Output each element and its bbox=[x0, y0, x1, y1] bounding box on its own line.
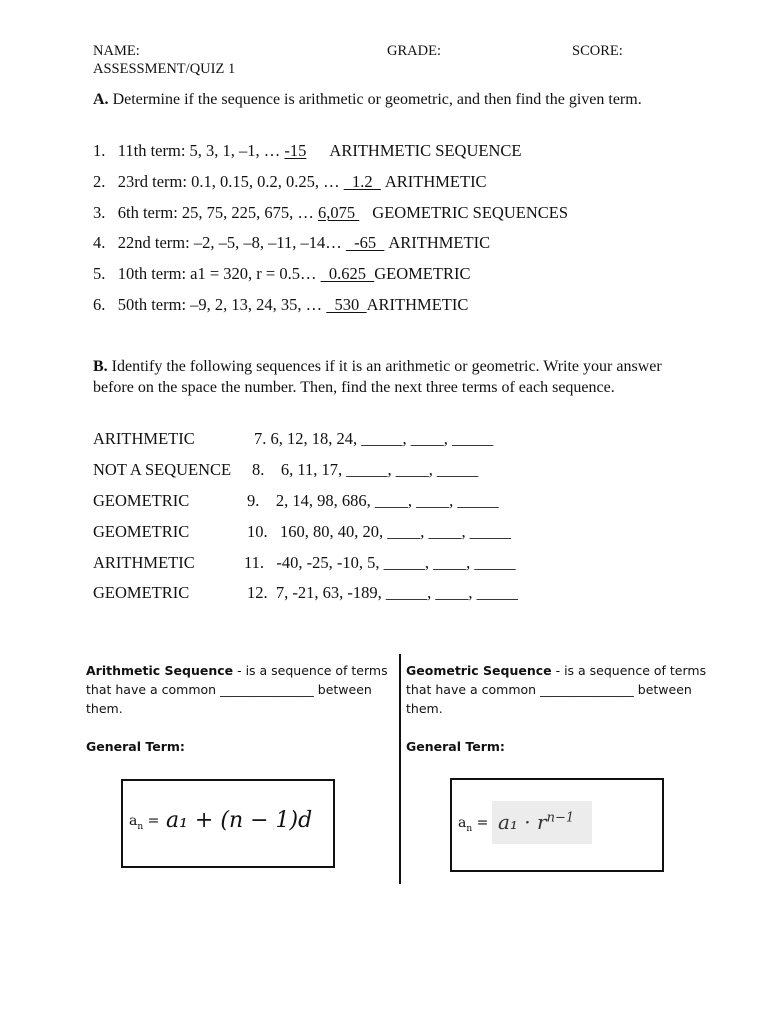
question-row bbox=[93, 203, 568, 223]
answer-classification: ARITHMETIC bbox=[388, 233, 491, 252]
answer-classification: ARITHMETIC SEQUENCE bbox=[329, 141, 522, 160]
question-number: 6. bbox=[93, 295, 106, 314]
sequence-answer: ARITHMETIC bbox=[93, 429, 195, 448]
geometric-formula-lhs: $a_n$ = bbox=[458, 815, 489, 834]
sequence-question: 8. 6, 11, 17, _____, ____, _____ bbox=[252, 460, 479, 479]
question-row bbox=[93, 172, 487, 192]
geometric-definition bbox=[406, 661, 711, 718]
question-number: 4. bbox=[93, 233, 106, 252]
sequence-question: 11. -40, -25, -10, 5, _____, ____, _____ bbox=[244, 553, 516, 572]
sequence-question: 7. 6, 12, 18, 24, _____, ____, _____ bbox=[254, 429, 494, 448]
answer-value: -15 bbox=[284, 141, 307, 160]
question-row bbox=[93, 233, 490, 253]
answer-classification: GEOMETRIC bbox=[374, 264, 471, 283]
answer-classification: GEOMETRIC SEQUENCES bbox=[372, 203, 568, 222]
answer-value: -65 bbox=[345, 233, 385, 252]
arithmetic-formula-lhs: $a_n$ = bbox=[129, 813, 160, 832]
question-row bbox=[93, 141, 521, 161]
arithmetic-formula: a₁ + (n − 1)d bbox=[166, 808, 313, 833]
quiz-title: ASSESSMENT/QUIZ 1 bbox=[93, 61, 236, 77]
answer-classification: ARITHMETIC bbox=[366, 295, 469, 314]
answer-value: 1.2 bbox=[343, 172, 381, 191]
question-number: 1. bbox=[93, 141, 106, 160]
section-b-instructions bbox=[93, 356, 683, 398]
sequence-answer: GEOMETRIC bbox=[93, 522, 190, 541]
question-text: 10th term: a1 = 320, r = 0.5… bbox=[117, 264, 321, 283]
geometric-formula: $a_1 \cdot r^{n-1}$ bbox=[498, 810, 575, 834]
answer-classification: ARITHMETIC bbox=[384, 172, 487, 191]
geometric-definition-text: - is a sequence of terms that have a common _______________ between them. bbox=[406, 663, 707, 716]
question-text: 23rd term: 0.1, 0.15, 0.2, 0.25, … bbox=[117, 172, 344, 191]
question-text: 50th term: –9, 2, 13, 24, 35, … bbox=[117, 295, 327, 314]
section-b-label: B. bbox=[93, 358, 108, 375]
question-number: 2. bbox=[93, 172, 106, 191]
arithmetic-definition bbox=[86, 661, 391, 718]
question-number: 3. bbox=[93, 203, 106, 222]
question-text: 11th term: 5, 3, 1, –1, … bbox=[117, 141, 285, 160]
question-text: 6th term: 25, 75, 225, 675, … bbox=[117, 203, 319, 222]
section-b-instruction-text: Identify the following sequences if it is an arithmetic or geometric. Write your answer before on the space the number. Then, find the next three terms of each sequence. bbox=[93, 358, 662, 396]
answer-value: 0.625 bbox=[320, 264, 375, 283]
sequence-answer: ARITHMETIC bbox=[93, 553, 195, 572]
question-number: 5. bbox=[93, 264, 106, 283]
sequence-question: 12. 7, -21, 63, -189, _____, ____, _____ bbox=[247, 583, 518, 602]
name-label: NAME: bbox=[93, 43, 140, 59]
grade-label: GRADE: bbox=[387, 43, 441, 59]
question-row bbox=[93, 295, 468, 315]
sequence-answer: NOT A SEQUENCE bbox=[93, 460, 232, 479]
section-a-instruction-text: Determine if the sequence is arithmetic or geometric, and then find the given term. bbox=[108, 91, 642, 108]
score-label: SCORE: bbox=[572, 43, 623, 59]
sequence-answer: GEOMETRIC bbox=[93, 583, 190, 602]
geometric-title: Geometric Sequence bbox=[406, 663, 552, 678]
answer-value: 6,075 bbox=[318, 203, 360, 222]
arithmetic-definition-text: - is a sequence of terms that have a common _______________ between them. bbox=[86, 663, 388, 716]
question-text: 22nd term: –2, –5, –8, –11, –14… bbox=[117, 233, 346, 252]
geometric-general-term-label: General Term: bbox=[406, 739, 505, 754]
answer-value: 530 bbox=[326, 295, 367, 314]
sequence-question: 9. 2, 14, 98, 686, ____, ____, _____ bbox=[247, 491, 499, 510]
section-a-instructions bbox=[93, 89, 693, 110]
section-a-label: A. bbox=[93, 91, 109, 108]
arithmetic-title: Arithmetic Sequence bbox=[86, 663, 234, 678]
panel-divider bbox=[399, 654, 401, 884]
sequence-question: 10. 160, 80, 40, 20, ____, ____, _____ bbox=[247, 522, 511, 541]
sequence-answer: GEOMETRIC bbox=[93, 491, 190, 510]
arithmetic-general-term-label: General Term: bbox=[86, 739, 185, 754]
question-row bbox=[93, 264, 470, 284]
